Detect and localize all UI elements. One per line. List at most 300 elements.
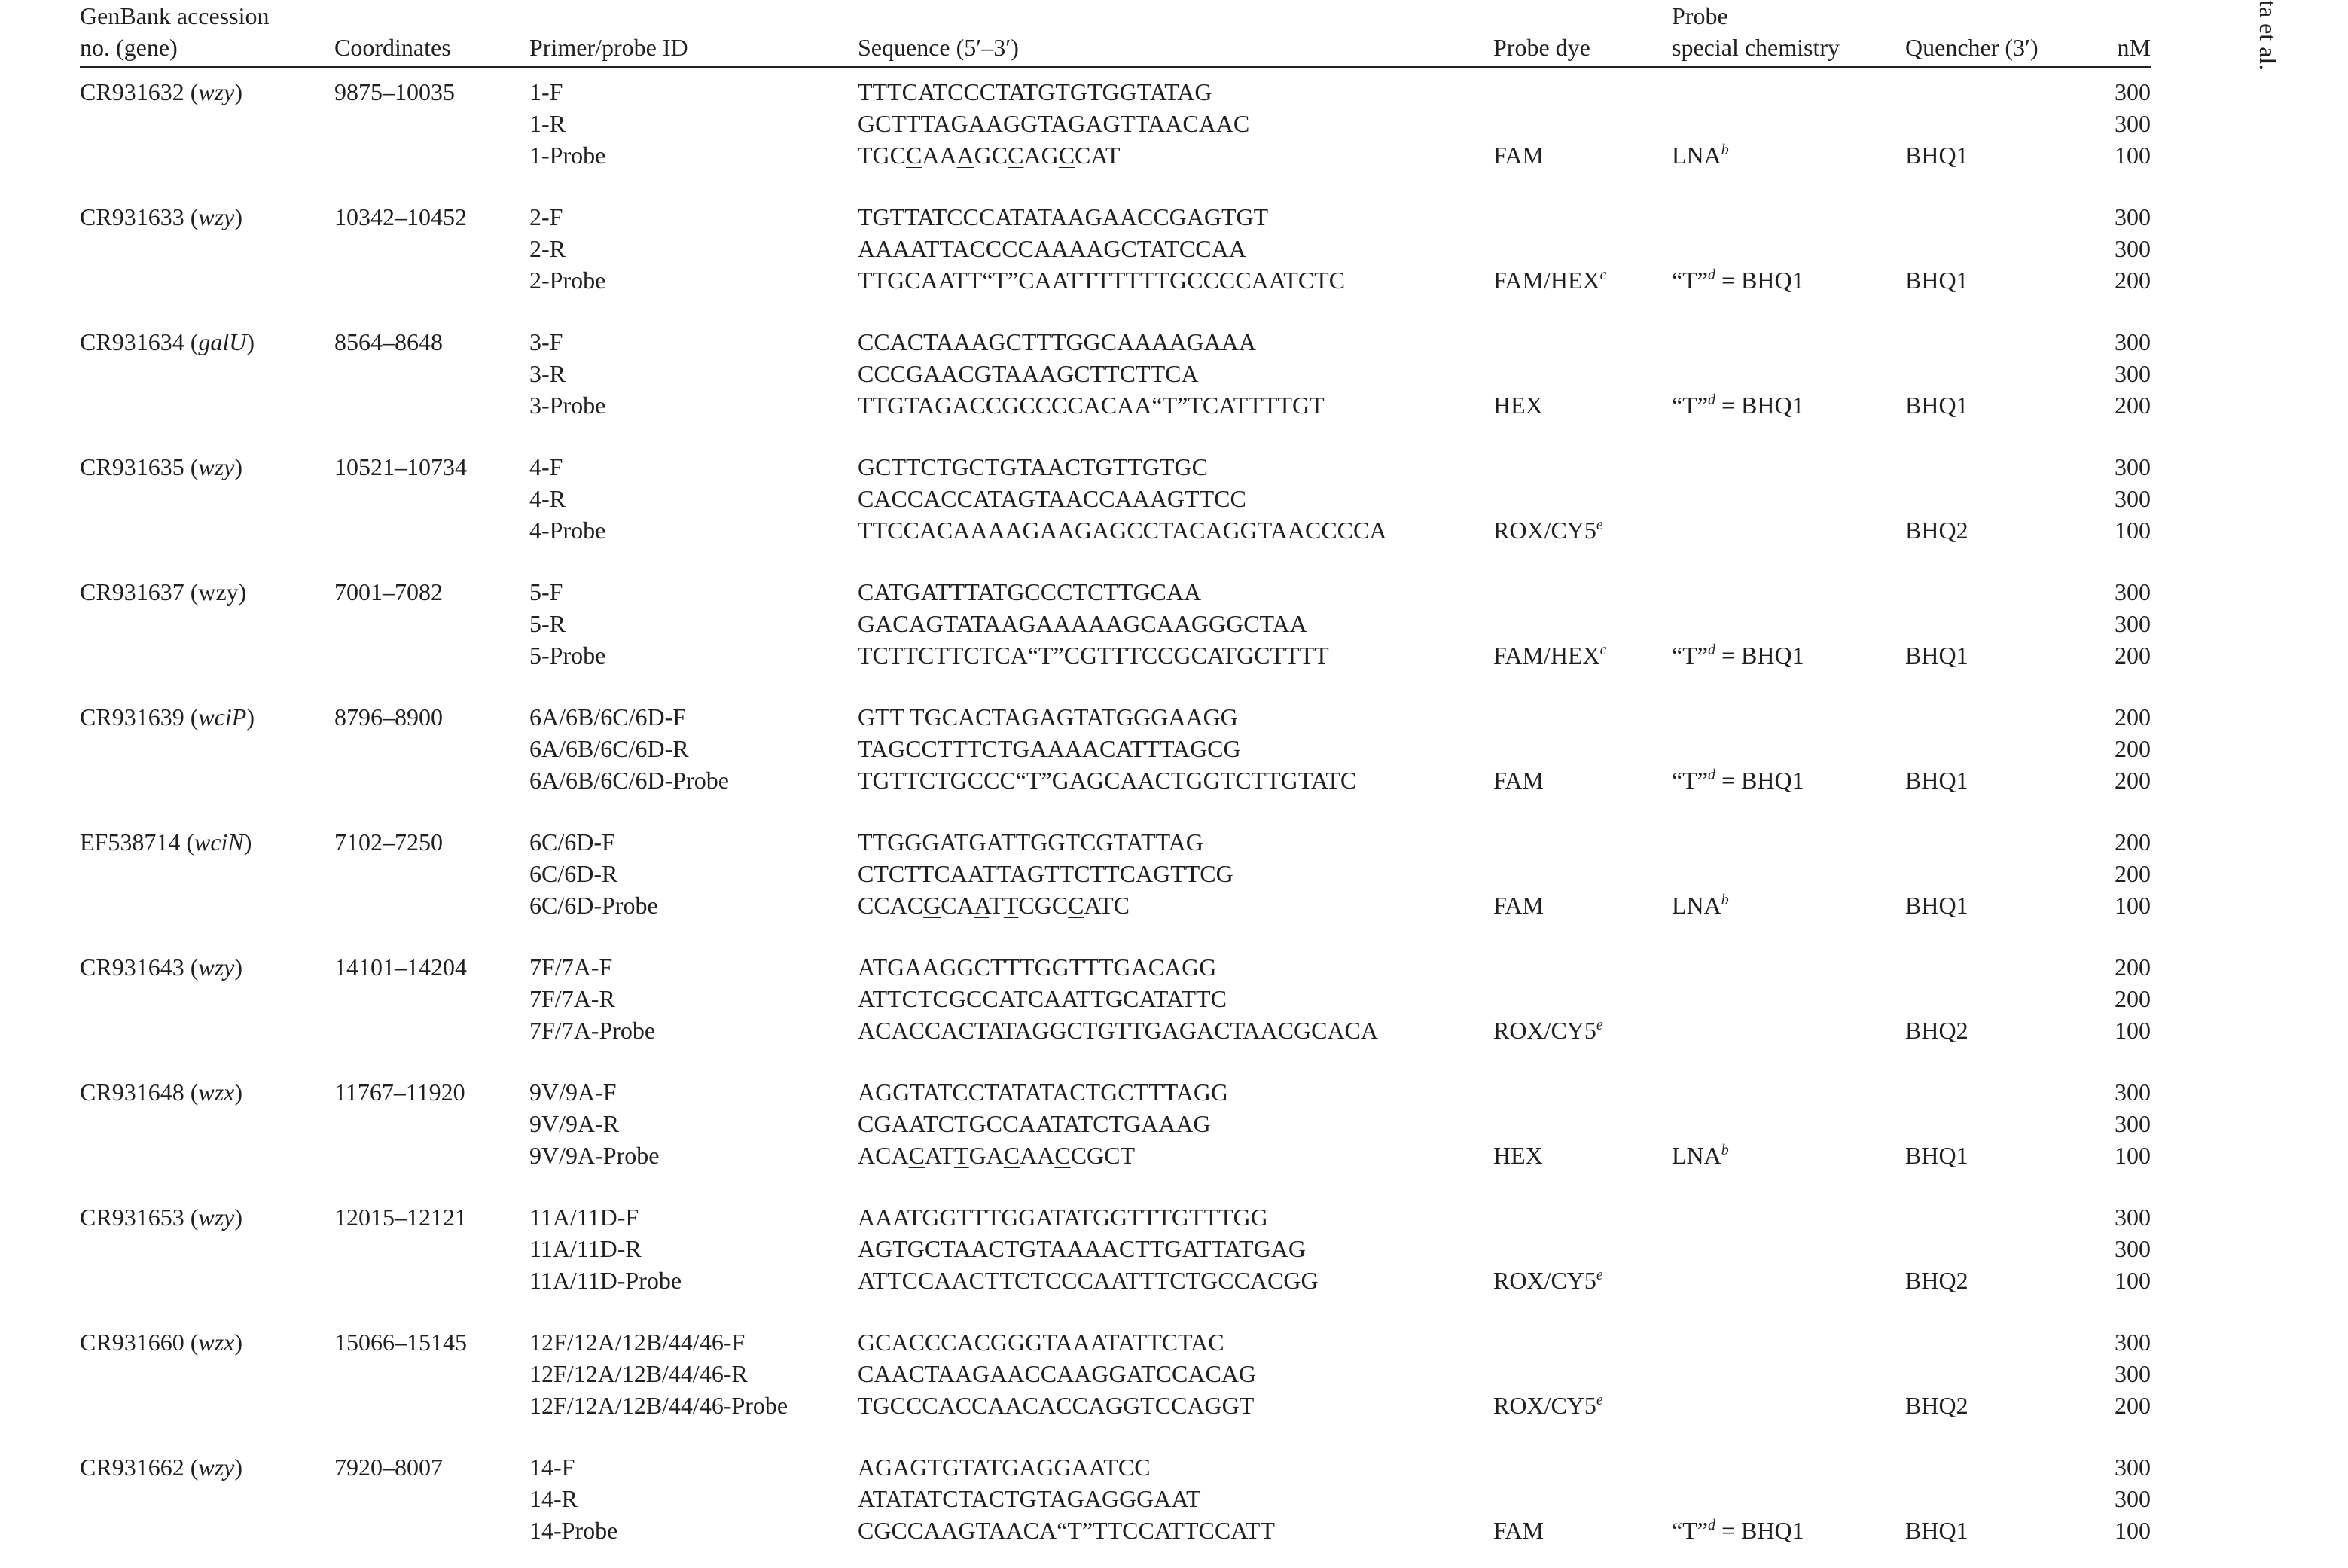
- quencher-cell: [1905, 1068, 2096, 1108]
- accession-cell: [80, 483, 334, 514]
- sequence-cell: GCTTCTGCTGTAACTGTTGTGC: [858, 453, 1208, 480]
- probe-dye-cell: [1493, 193, 1672, 233]
- special-chemistry-detail: = BHQ1: [1715, 642, 1804, 669]
- quencher-cell: [1905, 318, 2096, 358]
- probe-dye-cell: [1493, 264, 1672, 318]
- sequence-cell: ATATATCTACTGTAGAGGGAAT: [858, 1485, 1201, 1512]
- sequence-cell: AGAGTGTATGAGGAATCC: [858, 1454, 1151, 1481]
- accession-cell: [80, 1483, 334, 1515]
- special-chemistry-cell: [1672, 1108, 1905, 1139]
- special-chemistry-cell: [1672, 983, 1905, 1014]
- primer-id-cell: 6A/6B/6C/6D-F: [529, 703, 687, 731]
- special-chemistry-cell: [1672, 1358, 1905, 1390]
- accession-cell: CR931634 (galU): [80, 328, 255, 355]
- primer-id-cell: 14-R: [529, 1485, 578, 1512]
- probe-dye: FAM/HEX: [1493, 267, 1600, 294]
- special-chemistry-cell: [1672, 67, 1905, 108]
- concentration-cell: 300: [2115, 453, 2151, 480]
- accession-number: CR931648: [80, 1078, 184, 1106]
- table-row: [80, 1318, 2151, 1358]
- concentration-cell: 100: [2115, 517, 2151, 544]
- probe-dye-cell: [1493, 1139, 1672, 1193]
- sequence-cell: ATGAAGGCTTTGGTTTGACAGG: [858, 953, 1217, 981]
- probe-dye-cell: [1493, 858, 1672, 889]
- accession-group: [80, 943, 2151, 1068]
- quencher-cell: [1905, 1318, 2096, 1358]
- header-coordinates: Coordinates: [334, 0, 529, 67]
- concentration-cell: 200: [2115, 735, 2151, 762]
- gene-name: wzx: [198, 1329, 235, 1356]
- quencher-cell: [1905, 733, 2096, 764]
- table-row: [80, 1014, 2151, 1068]
- probe-dye: FAM: [1493, 767, 1544, 794]
- probe-dye-cell: [1493, 818, 1672, 858]
- special-chemistry-detail: = BHQ1: [1715, 392, 1804, 419]
- special-chemistry-cell: [1672, 1390, 1905, 1443]
- accession-cell: [80, 264, 334, 318]
- table-row: [80, 858, 2151, 889]
- coordinates-cell: [334, 733, 529, 764]
- footnote-marker: c: [1599, 267, 1607, 283]
- probe-dye-cell: [1493, 639, 1672, 693]
- table-row: [80, 733, 2151, 764]
- primer-id-cell: 4-Probe: [529, 517, 606, 544]
- accession-group: [80, 443, 2151, 568]
- accession-group: [80, 1318, 2151, 1443]
- accession-group: [80, 568, 2151, 693]
- accession-cell: [80, 983, 334, 1014]
- accession-number: CR931639: [80, 703, 184, 731]
- accession-cell: CR931637 (wzy): [80, 578, 247, 606]
- coordinates-cell: [334, 264, 529, 318]
- quencher-cell: [1905, 108, 2096, 139]
- table-row: [80, 108, 2151, 139]
- concentration-cell: 300: [2115, 235, 2151, 262]
- quencher-cell: BHQ2: [1905, 1392, 1968, 1419]
- primer-id-cell: 7F/7A-F: [529, 953, 613, 981]
- probe-dye-cell: [1493, 318, 1672, 358]
- accession-group: [80, 1443, 2151, 1568]
- accession-cell: CR931633 (wzy): [80, 203, 242, 230]
- header-accession: [80, 0, 334, 67]
- primer-id-cell: 6A/6B/6C/6D-R: [529, 735, 689, 762]
- coordinates-cell: [334, 233, 529, 264]
- special-chemistry-cell: [1672, 1483, 1905, 1515]
- probe-dye-cell: [1493, 983, 1672, 1014]
- primer-id-cell: 9V/9A-F: [529, 1078, 617, 1106]
- accession-cell: [80, 858, 334, 889]
- special-chemistry-cell: [1672, 1318, 1905, 1358]
- sequence-cell: TTGGGATGATTGGTCGTATTAG: [858, 828, 1203, 856]
- quencher-cell: [1905, 443, 2096, 483]
- quencher-cell: BHQ1: [1905, 267, 1968, 294]
- special-chemistry-cell: [1672, 389, 1905, 443]
- accession-group: [80, 693, 2151, 818]
- table-row: [80, 514, 2151, 568]
- special-chemistry-cell: [1672, 1515, 1905, 1568]
- probe-dye-cell: [1493, 693, 1672, 733]
- quencher-cell: [1905, 1193, 2096, 1233]
- probe-dye-cell: [1493, 568, 1672, 608]
- accession-group: [80, 67, 2151, 193]
- concentration-cell: 200: [2115, 767, 2151, 794]
- coordinates-cell: 12015–12121: [334, 1203, 467, 1231]
- probe-dye-cell: [1493, 1264, 1672, 1318]
- sequence-cell: GCACCCACGGGTAAATATTCTAC: [858, 1329, 1224, 1356]
- accession-cell: EF538714 (wciN): [80, 828, 252, 856]
- sequence-cell: CGAATCTGCCAATATCTGAAAG: [858, 1110, 1211, 1137]
- sequence-cell: ACACCACTATAGGCTGTTGAGACTAACGCACA: [858, 1017, 1378, 1044]
- coordinates-cell: 7920–8007: [334, 1454, 443, 1481]
- coordinates-cell: [334, 608, 529, 639]
- probe-dye-cell: [1493, 1108, 1672, 1139]
- accession-number: CR931643: [80, 953, 184, 981]
- special-chemistry: “T”: [1672, 267, 1708, 294]
- coordinates-cell: [334, 108, 529, 139]
- probe-dye-cell: [1493, 1233, 1672, 1264]
- primer-id-cell: 2-R: [529, 235, 566, 262]
- table-row: [80, 358, 2151, 389]
- primer-id-cell: 1-R: [529, 110, 566, 137]
- coordinates-cell: [334, 139, 529, 193]
- accession-number: EF538714: [80, 828, 181, 856]
- concentration-cell: 300: [2115, 1454, 2151, 1481]
- accession-cell: [80, 1515, 334, 1568]
- accession-cell: [80, 233, 334, 264]
- concentration-cell: 300: [2115, 610, 2151, 637]
- probe-dye: FAM: [1493, 1517, 1544, 1544]
- footnote-marker: d: [1707, 392, 1715, 408]
- sequence-cell: CCACGCAATTCGCCATC: [858, 892, 1130, 919]
- accession-number: CR931637: [80, 578, 184, 606]
- coordinates-cell: [334, 983, 529, 1014]
- primer-id-cell: 7F/7A-Probe: [529, 1017, 656, 1044]
- coordinates-cell: 14101–14204: [334, 953, 467, 981]
- table-row: [80, 1108, 2151, 1139]
- sequence-cell: AGTGCTAACTGTAAAACTTGATTATGAG: [858, 1235, 1306, 1262]
- table-row: [80, 139, 2151, 193]
- special-chemistry-cell: [1672, 1233, 1905, 1264]
- probe-dye-cell: [1493, 1390, 1672, 1443]
- table-row: [80, 233, 2151, 264]
- probe-dye-cell: [1493, 139, 1672, 193]
- probe-dye: HEX: [1493, 392, 1543, 419]
- special-chemistry: “T”: [1672, 392, 1708, 419]
- concentration-cell: 300: [2115, 1360, 2151, 1387]
- footnote-marker: e: [1596, 1267, 1603, 1283]
- concentration-cell: 200: [2115, 953, 2151, 981]
- accession-group: [80, 818, 2151, 943]
- probe-dye: ROX/CY5: [1493, 517, 1596, 544]
- footnote-marker: d: [1707, 642, 1715, 658]
- accession-cell: [80, 889, 334, 943]
- concentration-cell: 300: [2115, 203, 2151, 230]
- special-chemistry: “T”: [1672, 767, 1708, 794]
- special-chemistry-cell: [1672, 264, 1905, 318]
- concentration-cell: 200: [2115, 860, 2151, 887]
- special-chemistry-cell: [1672, 358, 1905, 389]
- probe-dye-cell: [1493, 1014, 1672, 1068]
- accession-number: CR931635: [80, 453, 184, 480]
- concentration-cell: 300: [2115, 1485, 2151, 1512]
- quencher-cell: [1905, 693, 2096, 733]
- primer-id-cell: 4-R: [529, 485, 566, 512]
- special-chemistry-cell: [1672, 1014, 1905, 1068]
- coordinates-cell: 8564–8648: [334, 328, 443, 355]
- concentration-cell: 300: [2115, 1078, 2151, 1106]
- special-chemistry-cell: [1672, 608, 1905, 639]
- footnote-marker: d: [1707, 267, 1715, 283]
- probe-dye-cell: [1493, 358, 1672, 389]
- concentration-cell: 300: [2115, 78, 2151, 105]
- quencher-cell: [1905, 858, 2096, 889]
- special-chemistry-cell: [1672, 1193, 1905, 1233]
- accession-cell: [80, 108, 334, 139]
- primer-probe-table: [80, 0, 2151, 1568]
- quencher-cell: BHQ1: [1905, 1517, 1968, 1544]
- special-chemistry-cell: [1672, 193, 1905, 233]
- coordinates-cell: [334, 764, 529, 818]
- primer-id-cell: 9V/9A-Probe: [529, 1142, 660, 1169]
- concentration-cell: 300: [2115, 360, 2151, 387]
- primer-id-cell: 3-F: [529, 328, 563, 355]
- accession-cell: CR931660 (wzx): [80, 1329, 242, 1356]
- probe-dye-cell: [1493, 889, 1672, 943]
- footnote-marker: b: [1721, 142, 1729, 158]
- primer-id-cell: 12F/12A/12B/44/46-R: [529, 1360, 748, 1387]
- accession-cell: [80, 764, 334, 818]
- probe-dye-cell: [1493, 483, 1672, 514]
- coordinates-cell: [334, 1264, 529, 1318]
- table-row: [80, 818, 2151, 858]
- quencher-cell: [1905, 193, 2096, 233]
- sequence-cell: TGTTATCCCATATAAGAACCGAGTGT: [858, 203, 1269, 230]
- table-row: [80, 568, 2151, 608]
- coordinates-cell: 7001–7082: [334, 578, 443, 606]
- primer-id-cell: 5-F: [529, 578, 563, 606]
- accession-cell: [80, 1014, 334, 1068]
- coordinates-cell: 15066–15145: [334, 1329, 467, 1356]
- coordinates-cell: [334, 1390, 529, 1443]
- probe-dye: FAM/HEX: [1493, 642, 1600, 669]
- special-chemistry-cell: [1672, 858, 1905, 889]
- header-accession-line2: no. (gene): [80, 34, 178, 61]
- special-chemistry-detail: = BHQ1: [1715, 267, 1804, 294]
- special-chemistry-detail: = BHQ1: [1715, 1517, 1804, 1544]
- concentration-cell: 100: [2115, 1142, 2151, 1169]
- quencher-cell: [1905, 608, 2096, 639]
- table-row: [80, 693, 2151, 733]
- accession-cell: [80, 1233, 334, 1264]
- sequence-cell: TTTCATCCCTATGTGTGGTATAG: [858, 78, 1212, 105]
- concentration-cell: 300: [2115, 110, 2151, 137]
- footnote-marker: e: [1596, 1017, 1603, 1033]
- accession-group: [80, 193, 2151, 318]
- coordinates-cell: [334, 1139, 529, 1193]
- gene-name: wzx: [198, 1078, 235, 1106]
- table-row: [80, 1483, 2151, 1515]
- special-chemistry-cell: [1672, 318, 1905, 358]
- sequence-cell: TGCCCACCAACACCAGGTCCAGGT: [858, 1392, 1255, 1419]
- sequence-cell: TGTTCTGCCC“T”GAGCAACTGGTCTTGTATC: [858, 767, 1357, 794]
- quencher-cell: BHQ2: [1905, 1267, 1968, 1294]
- probe-dye-cell: [1493, 389, 1672, 443]
- quencher-cell: [1905, 983, 2096, 1014]
- accession-cell: [80, 1390, 334, 1443]
- header-row: [80, 0, 2151, 67]
- probe-dye-cell: [1493, 764, 1672, 818]
- sequence-cell: GTT TGCACTAGAGTATGGGAAGG: [858, 703, 1238, 731]
- gene-name: wzy: [198, 1454, 235, 1481]
- accession-cell: [80, 389, 334, 443]
- quencher-cell: [1905, 233, 2096, 264]
- gene-name: wzy: [198, 203, 235, 230]
- sequence-cell: TTCCACAAAAGAAGAGCCTACAGGTAACCCCA: [858, 517, 1387, 544]
- footnote-marker: b: [1721, 1142, 1729, 1158]
- primer-id-cell: 6C/6D-F: [529, 828, 615, 856]
- special-chemistry-cell: [1672, 1139, 1905, 1193]
- concentration-cell: 300: [2115, 328, 2151, 355]
- probe-dye-cell: [1493, 608, 1672, 639]
- special-chemistry-cell: [1672, 889, 1905, 943]
- coordinates-cell: 10342–10452: [334, 203, 467, 230]
- coordinates-cell: [334, 1515, 529, 1568]
- sequence-cell: CAACTAAGAACCAAGGATCCACAG: [858, 1360, 1257, 1387]
- quencher-cell: [1905, 483, 2096, 514]
- table-row: [80, 1358, 2151, 1390]
- primer-id-cell: 9V/9A-R: [529, 1110, 620, 1137]
- quencher-cell: BHQ1: [1905, 1142, 1968, 1169]
- accession-cell: CR931632 (wzy): [80, 78, 242, 105]
- primer-id-cell: 14-F: [529, 1454, 575, 1481]
- table-row: [80, 1068, 2151, 1108]
- concentration-cell: 300: [2115, 485, 2151, 512]
- coordinates-cell: [334, 889, 529, 943]
- special-chemistry-cell: [1672, 108, 1905, 139]
- table-row: [80, 1139, 2151, 1193]
- special-chemistry-cell: [1672, 233, 1905, 264]
- coordinates-cell: [334, 1483, 529, 1515]
- coordinates-cell: [334, 483, 529, 514]
- accession-cell: [80, 358, 334, 389]
- concentration-cell: 100: [2115, 1017, 2151, 1044]
- header-special-chemistry: [1672, 0, 1905, 67]
- coordinates-cell: [334, 1358, 529, 1390]
- table-row: [80, 193, 2151, 233]
- accession-number: CR931653: [80, 1203, 184, 1231]
- special-chemistry-cell: [1672, 139, 1905, 193]
- accession-cell: CR931639 (wciP): [80, 703, 255, 731]
- quencher-cell: [1905, 568, 2096, 608]
- concentration-cell: 200: [2115, 267, 2151, 294]
- probe-dye-cell: [1493, 1193, 1672, 1233]
- accession-cell: [80, 514, 334, 568]
- special-chemistry: LNA: [1672, 142, 1721, 169]
- accession-group: [80, 1068, 2151, 1193]
- table-row: [80, 264, 2151, 318]
- accession-group: [80, 1193, 2151, 1318]
- primer-id-cell: 7F/7A-R: [529, 985, 615, 1012]
- special-chemistry: “T”: [1672, 1517, 1708, 1544]
- header-chem-line2: special chemistry: [1672, 34, 1840, 61]
- sequence-cell: TCTTCTTCTCA“T”CGTTTCCGCATGCTTTT: [858, 642, 1329, 669]
- quencher-cell: BHQ2: [1905, 517, 1968, 544]
- table-header: [80, 0, 2151, 67]
- table-row: [80, 889, 2151, 943]
- footnote-marker: c: [1599, 642, 1607, 658]
- gene-name: wzy: [198, 1203, 235, 1231]
- special-chemistry-cell: [1672, 764, 1905, 818]
- gene-name: galU: [198, 328, 247, 355]
- probe-dye: ROX/CY5: [1493, 1267, 1596, 1294]
- primer-id-cell: 6C/6D-R: [529, 860, 618, 887]
- accession-cell: [80, 639, 334, 693]
- gene-name: wzy: [198, 953, 235, 981]
- probe-dye: FAM: [1493, 142, 1544, 169]
- running-head: ta et al.: [2255, 0, 2282, 71]
- concentration-cell: 200: [2115, 642, 2151, 669]
- primer-id-cell: 11A/11D-F: [529, 1203, 639, 1231]
- coordinates-cell: [334, 358, 529, 389]
- table-row: [80, 389, 2151, 443]
- quencher-cell: [1905, 1443, 2096, 1483]
- table-row: [80, 1233, 2151, 1264]
- coordinates-cell: [334, 858, 529, 889]
- accession-number: CR931634: [80, 328, 184, 355]
- coordinates-cell: 9875–10035: [334, 78, 455, 105]
- special-chemistry: LNA: [1672, 892, 1721, 919]
- gene-name: wciN: [194, 828, 244, 856]
- quencher-cell: [1905, 1233, 2096, 1264]
- quencher-cell: [1905, 943, 2096, 983]
- table-row: [80, 764, 2151, 818]
- special-chemistry-cell: [1672, 1443, 1905, 1483]
- concentration-cell: 200: [2115, 703, 2151, 731]
- probe-dye-cell: [1493, 943, 1672, 983]
- primer-id-cell: 14-Probe: [529, 1517, 618, 1544]
- header-probe-dye: Probe dye: [1493, 0, 1672, 67]
- special-chemistry-cell: [1672, 818, 1905, 858]
- special-chemistry: LNA: [1672, 1142, 1721, 1169]
- sequence-cell: TTGCAATT“T”CAATTTTTTTGCCCCAATCTC: [858, 267, 1346, 294]
- probe-dye-cell: [1493, 1318, 1672, 1358]
- footnote-marker: d: [1707, 1517, 1715, 1533]
- concentration-cell: 300: [2115, 1110, 2151, 1137]
- sequence-cell: CACCACCATAGTAACCAAAGTTCC: [858, 485, 1246, 512]
- table-row: [80, 1193, 2151, 1233]
- probe-dye: HEX: [1493, 1142, 1543, 1169]
- primer-id-cell: 6C/6D-Probe: [529, 892, 658, 919]
- accession-number: CR931632: [80, 78, 184, 105]
- primer-id-cell: 12F/12A/12B/44/46-Probe: [529, 1392, 788, 1419]
- table-row: [80, 1443, 2151, 1483]
- table-row: [80, 318, 2151, 358]
- sequence-cell: CCCGAACGTAAAGCTTCTTCA: [858, 360, 1199, 387]
- primer-id-cell: 1-F: [529, 78, 563, 105]
- special-chemistry-cell: [1672, 733, 1905, 764]
- primer-id-cell: 2-F: [529, 203, 563, 230]
- footnote-marker: b: [1721, 892, 1729, 908]
- coordinates-cell: [334, 514, 529, 568]
- probe-dye-cell: [1493, 514, 1672, 568]
- header-primer-id: Primer/probe ID: [529, 0, 858, 67]
- coordinates-cell: 10521–10734: [334, 453, 467, 480]
- table-row: [80, 983, 2151, 1014]
- coordinates-cell: [334, 1233, 529, 1264]
- coordinates-cell: [334, 1108, 529, 1139]
- concentration-cell: 100: [2115, 1267, 2151, 1294]
- sequence-cell: CGCCAAGTAACA“T”TTCCATTCCATT: [858, 1517, 1275, 1544]
